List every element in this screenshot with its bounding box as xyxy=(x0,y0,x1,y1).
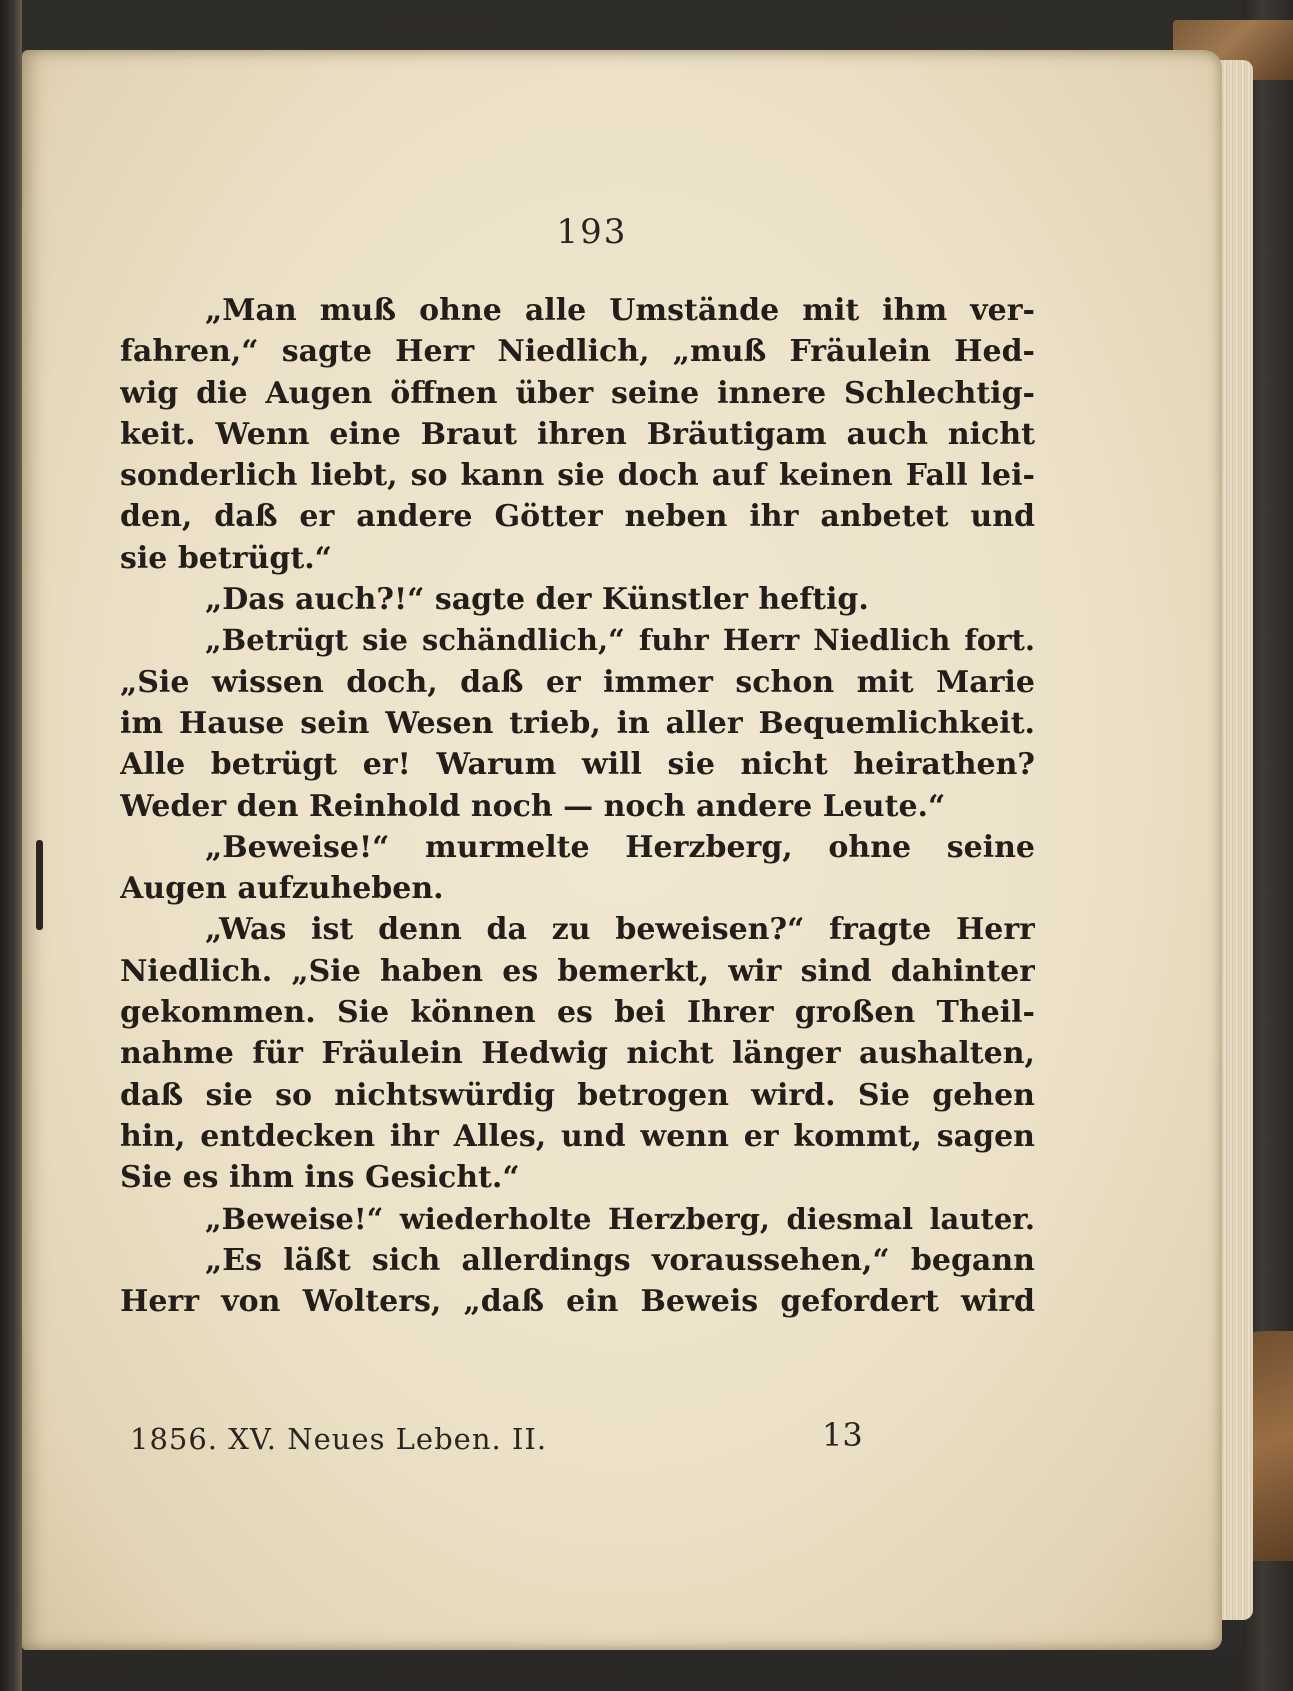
book-cover-left-edge xyxy=(0,0,22,1691)
text-line: „Das auch?!“ sagte der Künstler heftig. xyxy=(205,582,869,618)
spine-mark xyxy=(36,840,43,930)
text-line: „Betrügt sie schändlich,“ fuhr Herr Niedlich fort. xyxy=(205,623,1035,658)
body-text xyxy=(120,290,1035,1322)
text-line: Augen aufzuheben. xyxy=(120,871,444,907)
footer-signature: 1856. XV. Neues Leben. II. xyxy=(130,1422,548,1456)
text-line: „Es läßt sich allerdings voraussehen,“ begann xyxy=(205,1242,1035,1278)
text-line: den, daß er andere Götter neben ihr anbetet und xyxy=(120,499,1035,535)
text-line: Weder den Reinhold noch — noch andere Leute.“ xyxy=(120,788,946,824)
text-line: „Sie wissen doch, daß er immer schon mit Marie xyxy=(120,664,1035,700)
text-line: hin, entdecken ihr Alles, und wenn er kommt, sagen xyxy=(120,1118,1035,1154)
page-number: 193 xyxy=(556,212,628,252)
text-line: daß sie so nichtswürdig betrogen wird. Sie gehen xyxy=(120,1077,1035,1113)
text-line: sie betrügt.“ xyxy=(120,540,332,576)
text-line: „Beweise!“ murmelte Herzberg, ohne seine xyxy=(205,829,1035,865)
text-line: fahren,“ sagte Herr Niedlich, „muß Fräulein Hed- xyxy=(120,334,1035,370)
text-line: Herr von Wolters, „daß ein Beweis gefordert wird xyxy=(120,1284,1035,1320)
text-line: keit. Wenn eine Braut ihren Bräutigam auch nicht xyxy=(120,416,1035,452)
text-line: sonderlich liebt, so kann sie doch auf keinen Fall lei- xyxy=(120,458,1035,494)
text-line: wig die Augen öffnen über seine innere Schlechtig- xyxy=(120,375,1035,411)
book-page xyxy=(22,50,1222,1650)
text-line: gekommen. Sie können es bei Ihrer großen Theil- xyxy=(120,995,1035,1031)
text-line: „Was ist denn da zu beweisen?“ fragte Herr xyxy=(205,912,1035,948)
text-line: im Hause sein Wesen trieb, in aller Bequemlichkeit. xyxy=(120,705,1035,741)
text-line: Alle betrügt er! Warum will sie nicht heirathen? xyxy=(120,747,1035,783)
text-line: „Beweise!“ wiederholte Herzberg, diesmal lauter. xyxy=(205,1201,1035,1236)
text-line: „Man muß ohne alle Umstände mit ihm ver- xyxy=(205,293,1035,328)
text-line: Niedlich. „Sie haben es bemerkt, wir sind dahinter xyxy=(120,953,1035,989)
footer-sheet-number: 13 xyxy=(822,1416,863,1454)
text-line: Sie es ihm ins Gesicht.“ xyxy=(120,1160,520,1196)
text-line: nahme für Fräulein Hedwig nicht länger aushalten, xyxy=(120,1036,1035,1072)
